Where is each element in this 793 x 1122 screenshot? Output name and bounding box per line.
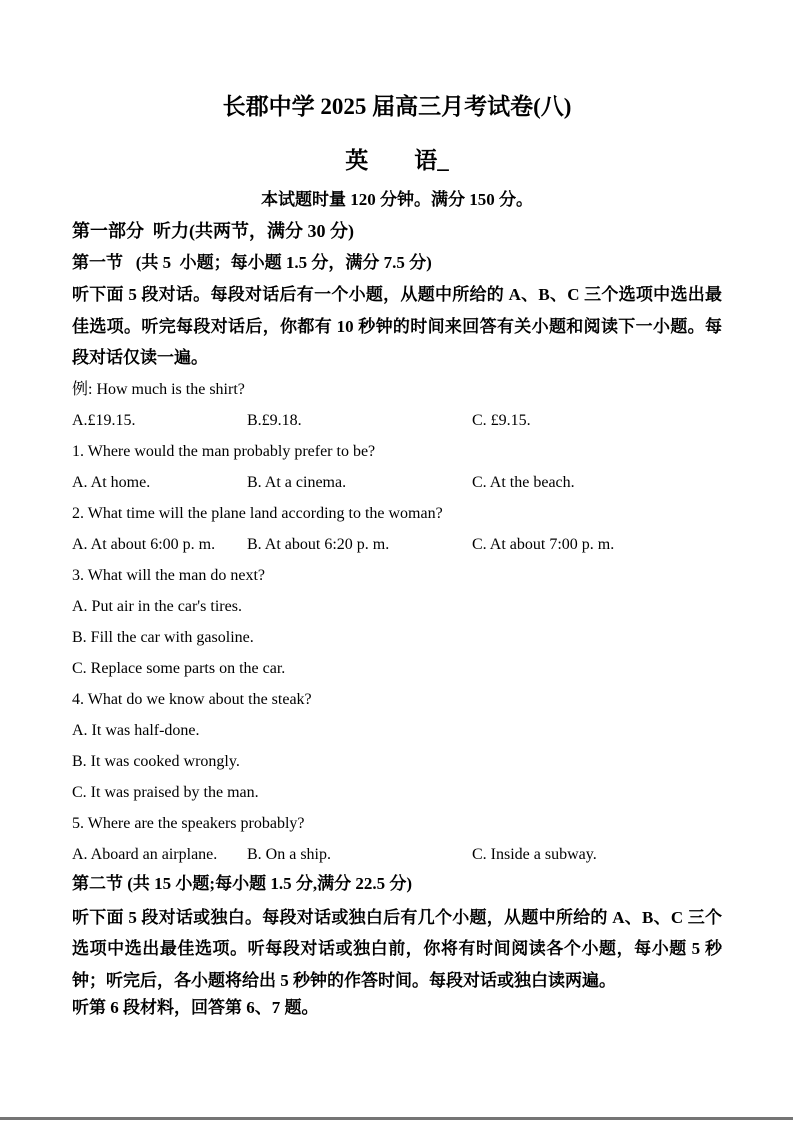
example-prompt: 例: How much is the shirt? <box>72 380 245 398</box>
question-4-option-c: C. It was praised by the man. <box>72 783 259 801</box>
page-content <box>72 0 722 1020</box>
example-option-b: B.£9.18. <box>247 411 302 429</box>
question-2-option-a: A. At about 6:00 p. m. <box>72 535 216 553</box>
example-option-a: A.£19.15. <box>72 411 136 429</box>
question-4-option-a: A. It was half-done. <box>72 721 200 739</box>
question-2-options-row <box>72 529 722 560</box>
question-1-options-row <box>72 467 722 498</box>
question-3-option-c: C. Replace some parts on the car. <box>72 659 286 677</box>
section2-material-note: 听第 6 段材料，回答第 6、7 题。 <box>72 998 319 1017</box>
question-1-option-c: C. At the beach. <box>472 473 575 491</box>
question-2-option-c: C. At about 7:00 p. m. <box>472 535 615 553</box>
question-1-option-b: B. At a cinema. <box>247 473 347 491</box>
question-3-option-a: A. Put air in the car's tires. <box>72 597 242 615</box>
question-3-prompt: 3. What will the man do next? <box>72 566 265 584</box>
question-4-prompt: 4. What do we know about the steak? <box>72 690 312 708</box>
question-4-option-b: B. It was cooked wrongly. <box>72 752 240 770</box>
question-2-option-b: B. At about 6:20 p. m. <box>247 535 390 553</box>
exam-info-line: 本试题时量 120 分钟。满分 150 分。 <box>261 190 533 209</box>
page-title: 长郡中学 2025 届高三月考试卷(八) <box>222 94 572 119</box>
question-5-option-a: A. Aboard an airplane. <box>72 845 218 863</box>
section2-instructions: 听下面 5 段对话或独白。每段对话或独白后有几个小题，从题中所给的 A、B、C 三个选项中选出最佳选项。听每段对话或独白前，你将有时间阅读各个小题，每小题 5 秒钟；听完后，各小题将给出 5 秒钟的作答时间。每段对话或独白读两遍。 <box>72 907 722 990</box>
question-1-prompt: 1. Where would the man probably prefer to be? <box>72 442 376 460</box>
section1-heading: 第一节 (共 5 小题；每小题 1.5 分，满分 7.5 分) <box>72 253 432 272</box>
question-5-option-c: C. Inside a subway. <box>472 845 597 863</box>
part1-heading: 第一部分 听力(共两节，满分 30 分) <box>72 221 354 241</box>
example-options-row <box>72 405 722 436</box>
page-bottom-divider <box>0 1117 793 1120</box>
section2-heading: 第二节 (共 15 小题;每小题 1.5 分,满分 22.5 分) <box>72 873 412 893</box>
question-5-prompt: 5. Where are the speakers probably? <box>72 814 305 832</box>
question-3-option-b: B. Fill the car with gasoline. <box>72 628 254 646</box>
question-1-option-a: A. At home. <box>72 473 151 491</box>
question-2-prompt: 2. What time will the plane land according to the woman? <box>72 504 443 522</box>
subject-title: 英 语_ <box>345 148 449 173</box>
question-5-option-b: B. On a ship. <box>247 845 331 863</box>
section1-instructions: 听下面 5 段对话。每段对话后有一个小题，从题中所给的 A、B、C 三个选项中选出最佳选项。听完每段对话后，你都有 10 秒钟的时间来回答有关小题和阅读下一小题。每段对话仅读一遍。 <box>72 285 722 367</box>
question-5-options-row <box>72 839 722 870</box>
example-option-c: C. £9.15. <box>472 411 531 429</box>
